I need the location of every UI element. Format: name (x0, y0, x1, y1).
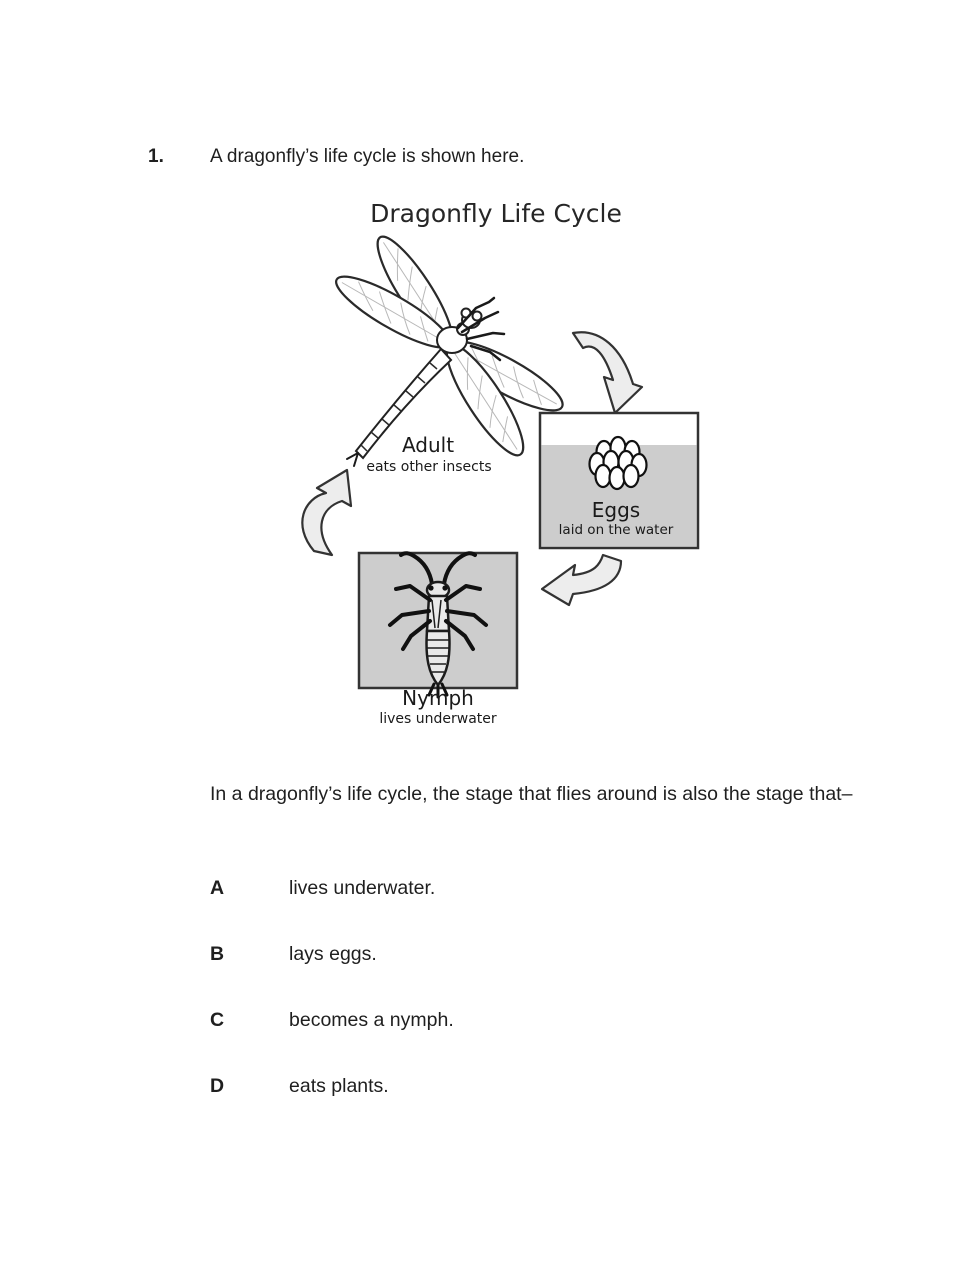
answer-option-d (210, 1075, 389, 1098)
eggs-stage-box (540, 413, 698, 548)
answer-option-b (210, 943, 377, 966)
question-intro-text: A dragonfly’s life cycle is shown here. (210, 146, 525, 167)
adult-stage-caption: eats other insects (366, 459, 492, 475)
nymph-stage-label: Nymph (402, 686, 474, 710)
option-b-letter: B (210, 943, 225, 965)
adult-dragonfly-illustration (329, 229, 571, 466)
curved-arrow-eggs-to-nymph-icon (542, 555, 621, 605)
nymph-stage-caption: lives underwater (379, 711, 497, 727)
adult-stage-label: Adult (401, 433, 455, 457)
option-d-text: eats plants. (289, 1075, 389, 1097)
life-cycle-diagram (290, 190, 730, 742)
option-d-letter: D (210, 1075, 225, 1097)
option-a-letter: A (210, 877, 225, 899)
nymph-stage-box (359, 553, 517, 697)
answer-option-c (210, 1009, 454, 1032)
option-c-text: becomes a nymph. (289, 1009, 454, 1031)
life-cycle-diagram-canvas (290, 190, 730, 742)
eggs-stage-label: Eggs (591, 498, 641, 522)
curved-arrow-adult-to-eggs-icon (573, 332, 642, 413)
answer-option-a (210, 877, 435, 900)
diagram-title: Dragonfly Life Cycle (370, 199, 622, 228)
eggs-illustration (590, 437, 647, 489)
question-body-text: In a dragonfly’s life cycle, the stage that flies around is also the stage that– (210, 783, 853, 805)
option-b-text: lays eggs. (289, 943, 377, 965)
question-number: 1. (148, 146, 164, 167)
option-a-text: lives underwater. (289, 877, 436, 899)
option-c-letter: C (210, 1009, 225, 1031)
curved-arrow-nymph-to-adult-icon (302, 470, 351, 555)
eggs-stage-caption: laid on the water (558, 522, 674, 538)
